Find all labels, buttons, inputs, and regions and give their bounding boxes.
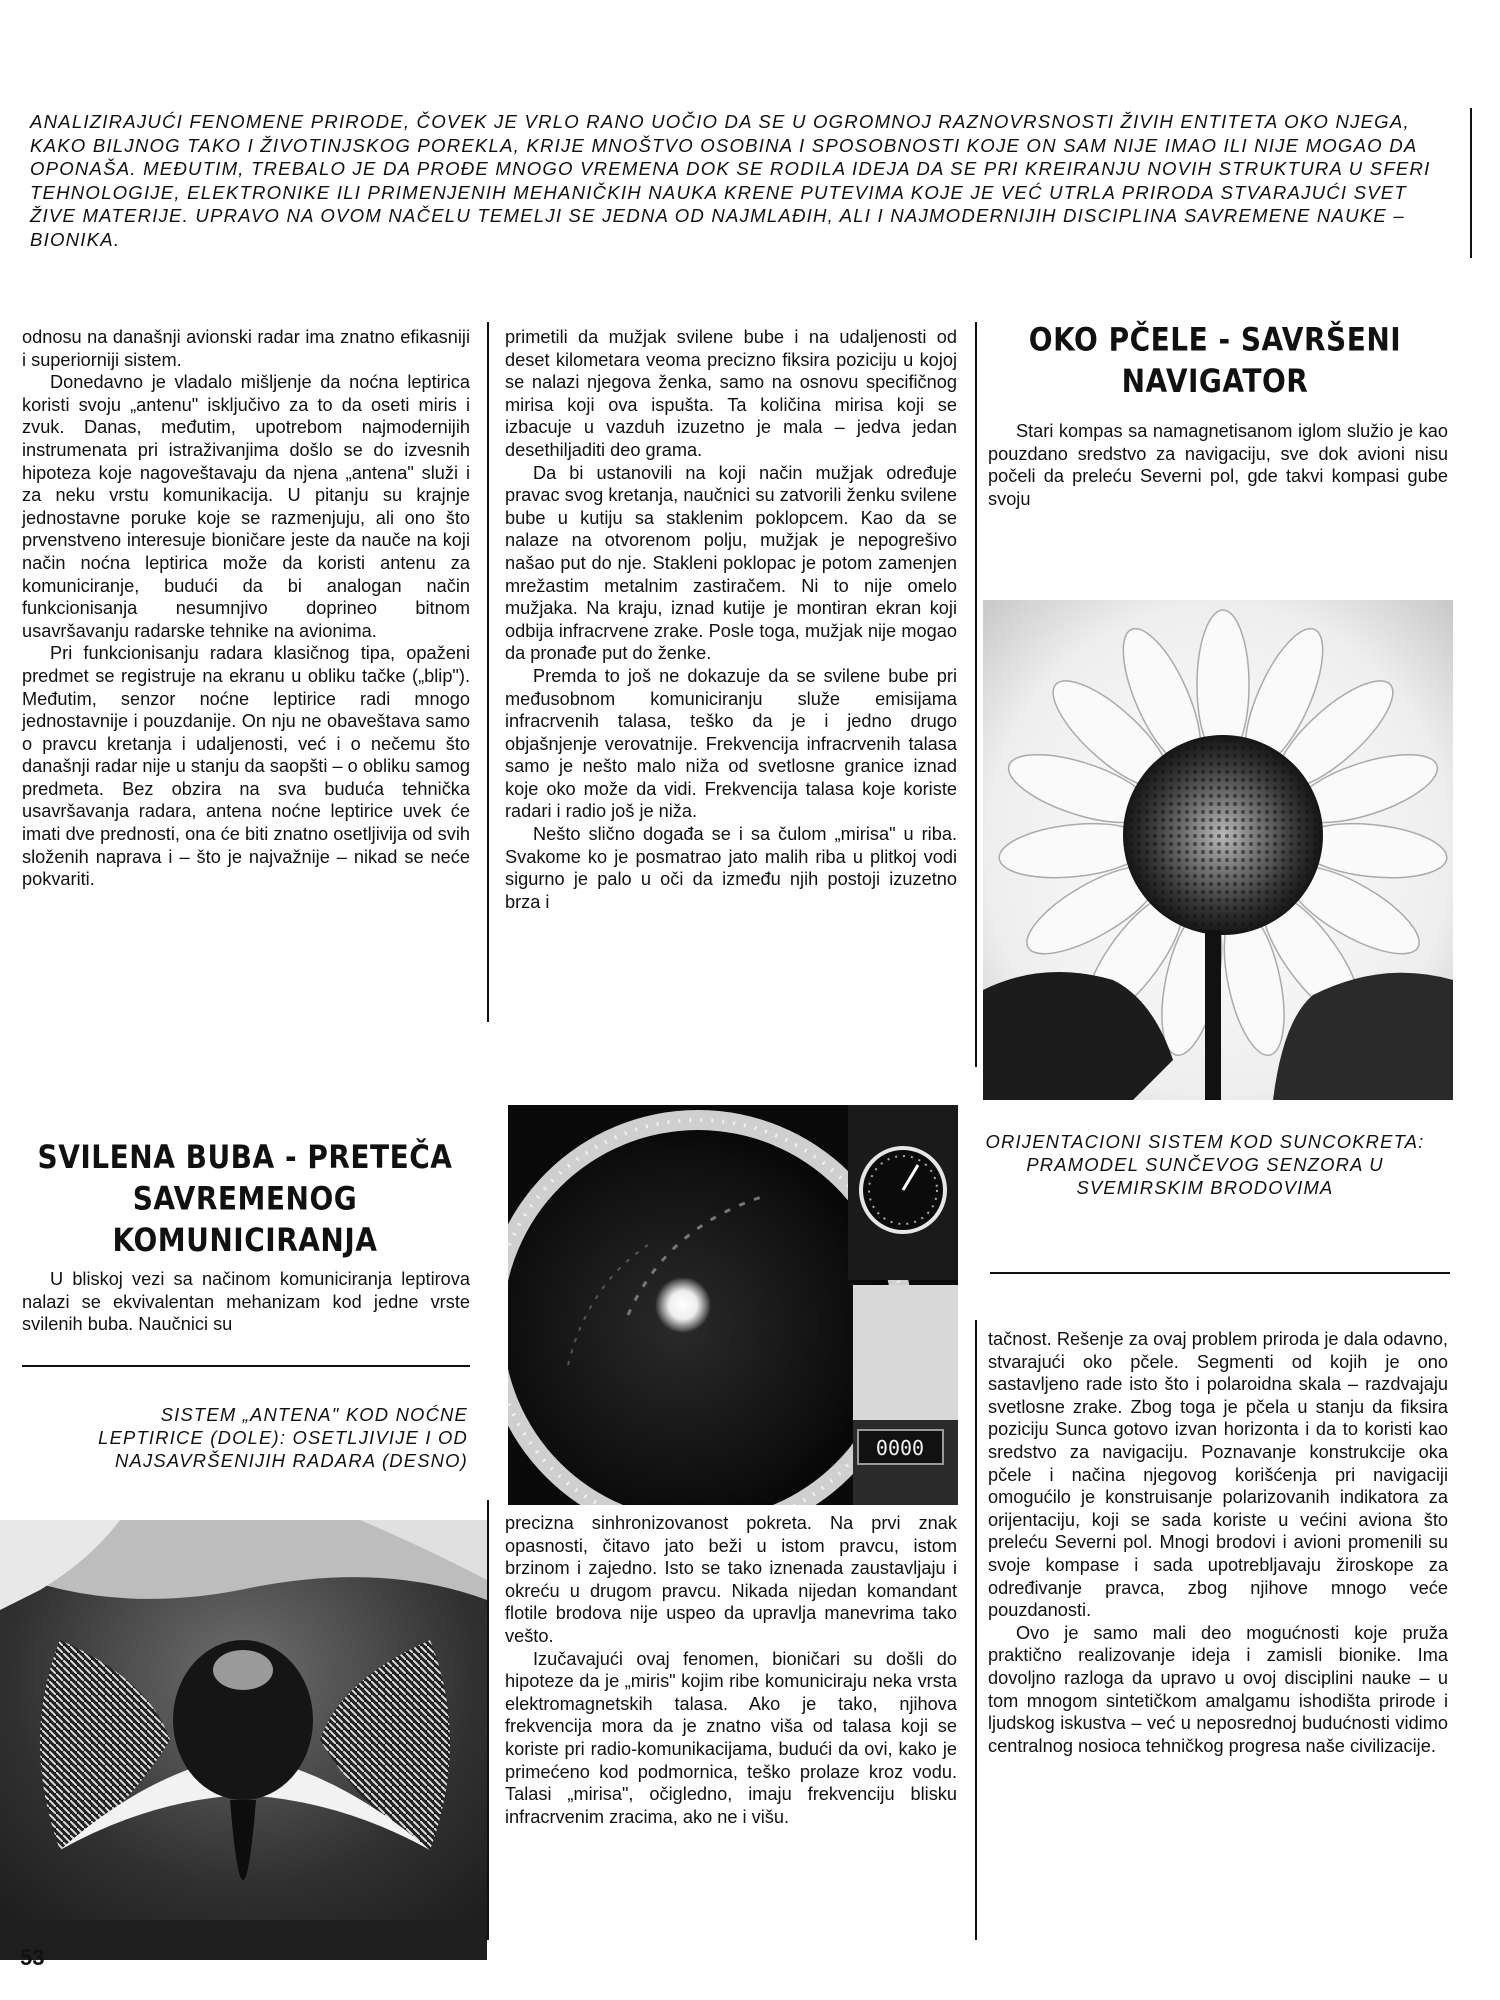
sunflower-caption: ORIJENTACIONI SISTEM KOD SUNCOKRETA: PRAMODEL SUNČEVOG SENZORA U SVEMIRSKIM BRODOVIMA bbox=[985, 1131, 1425, 1198]
column-1-lower-text bbox=[22, 1268, 470, 1336]
paragraph: Izučavajući ovaj fenomen, bioničari su došli do hipoteze da je „miris" kojim ribe komuniciraju neka vrsta elektromagnetskih talasa. Ako je tako, njihova frekvencija mora da je znatno viša od talasa koji se koriste pri radio-komunikacijama, budući da ovi, kako je primećeno kod podmornica, teško prolaze kroz vodu. Talasi „mirisa", očigledno, imaju frekvenciju blisku infracrvenim zracima, ako ne i višu. bbox=[505, 1648, 957, 1827]
sunflower-photo bbox=[983, 600, 1453, 1100]
column-rule-right bbox=[975, 322, 977, 1067]
paragraph: Da bi ustanovili na koji način mužjak određuje pravac svog kretanja, naučnici su zatvorili ženku svilene bube u kutiju sa staklenim poklopcem. Kao da se nalaze na otvorenom polju, mužjak je nepogrešivo našao put do nje. Stakleni poklopac je potom zamenjen mrežastim metalnim zastiračem. Ni to nije omelo mužjaka. Na kraju, iznad kutije je montiran ekran koji odbija infracrvene zrake. Posle toga, mužjak nije mogao da pronađe put do ženke. bbox=[505, 462, 957, 664]
paragraph: Pri funkcionisanju radara klasičnog tipa, opaženi predmet se registruje na ekranu u obliku tačke („blip"). Međutim, senzor noćne leptirice radi mnogo jednostavnije i pouzdanije. On nju ne obaveštava samo o pravcu kretanja i udaljenosti, već i o nečemu što današnji radar nije u stanju da saopšti – o obliku samog predmeta. Bez obzira na sva buduća tehnička usavršavanja radara, antena noćne leptirice uvek će imati dve prednosti, ona će biti znatno osetljivija od svih složenih naprava i – što je najvažnije – nikad se neće pokvariti. bbox=[22, 643, 470, 890]
heading-silk-moth: SVILENA BUBA - PRETEČA SAVREMENOG KOMUNICIRANJA bbox=[37, 1138, 453, 1259]
radar-counter: 0000 bbox=[875, 1436, 925, 1460]
intro-right-rule bbox=[1470, 108, 1472, 258]
paragraph: tačnost. Rešenje za ovaj problem priroda je dala odavno, stvarajući oko pčele. Segmenti od kojih je ono sastavljeno rade isto što i polaroidna skala – razdvajaju svetlosne zrake. Zbog toga je pčela u stanju da fiksira poziciju Sunca gotovo izvan horizonta i da to koristi kao sredstvo za navigaciju. Poznavanje konstrukcije oka pčele i načina njegovog korišćenja pri navigaciji omogućilo je konstruisanje polarizovanih indikatora za orijentaciju, koji se sada koriste u većini aviona što preleću Severni pol. Mnogi brodovi i avioni promenili su svoje kompase i sada upotrebljavaju žiroskope za određivanje pravca, zbog njihove mnogo veće pouzdanosti. bbox=[988, 1329, 1448, 1621]
moth-photo bbox=[0, 1520, 487, 1960]
column-1-text bbox=[22, 326, 470, 891]
paragraph: Premda to još ne dokazuje da se svilene bube pri međusobnom komuniciranju služe emisijama infracrvenih talasa, teško da je i jedno drugo objašnjenje verovatnije. Frekvencija infracrvenih talasa samo je nešto malo niža od svetlosne granice iznad koje oko može da vidi. Frekvencija talasa koje koriste radari i radio još je niža. bbox=[505, 665, 957, 822]
column-3-lower-text bbox=[988, 1328, 1448, 1757]
column-2-lower-text bbox=[505, 1512, 957, 1828]
radar-photo bbox=[508, 1105, 958, 1505]
paragraph: odnosu na današnji avionski radar ima znatno efikasniji i superiorniji sistem. bbox=[22, 327, 470, 370]
column-rule-right-lower bbox=[975, 1320, 977, 1940]
heading-bee-eye: OKO PČELE - SAVRŠENI NAVIGATOR bbox=[1028, 320, 1402, 401]
paragraph: Stari kompas sa namagnetisanom iglom služio je kao pouzdano sredstvo za navigaciju, sve dok avioni nisu počeli da preleću Severni pol, gde takvi kompasi gube svoju bbox=[988, 421, 1448, 509]
column-2-text bbox=[505, 326, 957, 913]
paragraph: Ovo je samo mali deo mogućnosti koje pruža praktično realizovanje ideja i zamisli bionike. Ima dovoljno razloga da upravo u ovoj disciplini nauke – u tom mnogom sintetičkom amalgamu ishodišta prirode i ljudskog iskustva – već u neposrednoj budućnosti vidimo centralnog nosioca tehničkog progresa naše civilizacije. bbox=[988, 1622, 1448, 1756]
paragraph: Donedavno je vladalo mišljenje da noćna leptirica koristi svoju „antenu" isključivo za to da oseti miris i zvuk. Danas, međutim, upotrebom najmodernijih instrumenata pri istraživanjima došlo se do izvesnih hipoteza koje nagoveštavaju da njena „antena" služi i za neku vrstu komunikacija. U pitanju su krajnje jednostavne poruke koje se razmenjuju, ali ono što prvenstveno interesuje bioničare jeste da nauče na koji način noćna leptirica može da koristi antenu za komuniciranje, budući da bi analogan način funkcionisanja nesumnjivo doprineo bitnom usavršavanju radarske tehnike na avionima. bbox=[22, 372, 470, 641]
intro-paragraph: ANALIZIRAJUĆI FENOMENE PRIRODE, ČOVEK JE VRLO RANO UOČIO DA SE U OGROMNOJ RAZNOVRSNOSTI ŽIVIH ENTITETA OKO NJEGA, KAKO BILJNOG TAKO I ŽIVOTINJSKOG POREKLA, KRIJE MNOŠTVO OSOBINA I SPOSOBNOSTI KOJE ON SAM NIJE IMAO ILI NIJE MOGAO DA OPONAŠA. MEĐUTIM, TREBALO JE DA PROĐE MNOGO VREMENA DOK SE RODILA IDEJA DA SE PRI KREIRANJU NOVIH STRUKTURA U SFERI TEHNOLOGIJE, ELEKTRONIKE ILI PRIMENJENIH MEHANIČKIH NAUKA KRENE PUTEVIMA KOJE JE VEĆ UTRLA PRIRODA STVARAJUĆI SVET ŽIVE MATERIJE. UPRAVO NA OVOM NAČELU TEMELJI SE JEDNA OD NAJMLAĐIH, ALI I NAJMODERNIJIH DISCIPLINA SAVREMENE NAUKE – BIONIKA. bbox=[30, 111, 1431, 250]
paragraph: primetili da mužjak svilene bube i na udaljenosti od deset kilometara veoma precizno fiksira poziciju u kojoj se nalazi njegova ženka, samo na osnovu specifičnog mirisa koji ova ispušta. Ta količina mirisa koji se izbacuje u vazduh izuzetno je mala – jedva jedan desethiljaditi deo grama. bbox=[505, 327, 957, 460]
paragraph: Nešto slično događa se i sa čulom „mirisa" u riba. Svakome ko je posmatrao jato malih riba u plitkoj vodi sigurno je palo u oči da između njih postoji izuzetno brza i bbox=[505, 824, 957, 912]
divider-right bbox=[990, 1272, 1450, 1274]
paragraph: U bliskoj vezi sa načinom komuniciranja leptirova nalazi se ekvivalentan mehanizam kod jedne vrste svilenih buba. Naučnici su bbox=[22, 1269, 470, 1335]
column-rule-left bbox=[487, 322, 489, 1022]
moth-caption: SISTEM „ANTENA" KOD NOĆNE LEPTIRICE (DOLE): OSETLJIVIJE I OD NAJSAVRŠENIJIH RADARA (DESNO) bbox=[98, 1404, 468, 1471]
page-number: 53 bbox=[20, 1945, 45, 1970]
paragraph: precizna sinhronizovanost pokreta. Na prvi znak opasnosti, čitavo jato beži u istom pravcu, istom brzinom i zajedno. Isto se tako iznenada zaustavljaju i okreću u drugom pravcu. Nikada nijedan komandant flotile brodova nije uspeo da upravlja manevrima tako vešto. bbox=[505, 1513, 957, 1646]
column-3-text bbox=[988, 420, 1448, 510]
column-rule-left-lower bbox=[487, 1500, 489, 1940]
divider-left bbox=[22, 1365, 470, 1367]
